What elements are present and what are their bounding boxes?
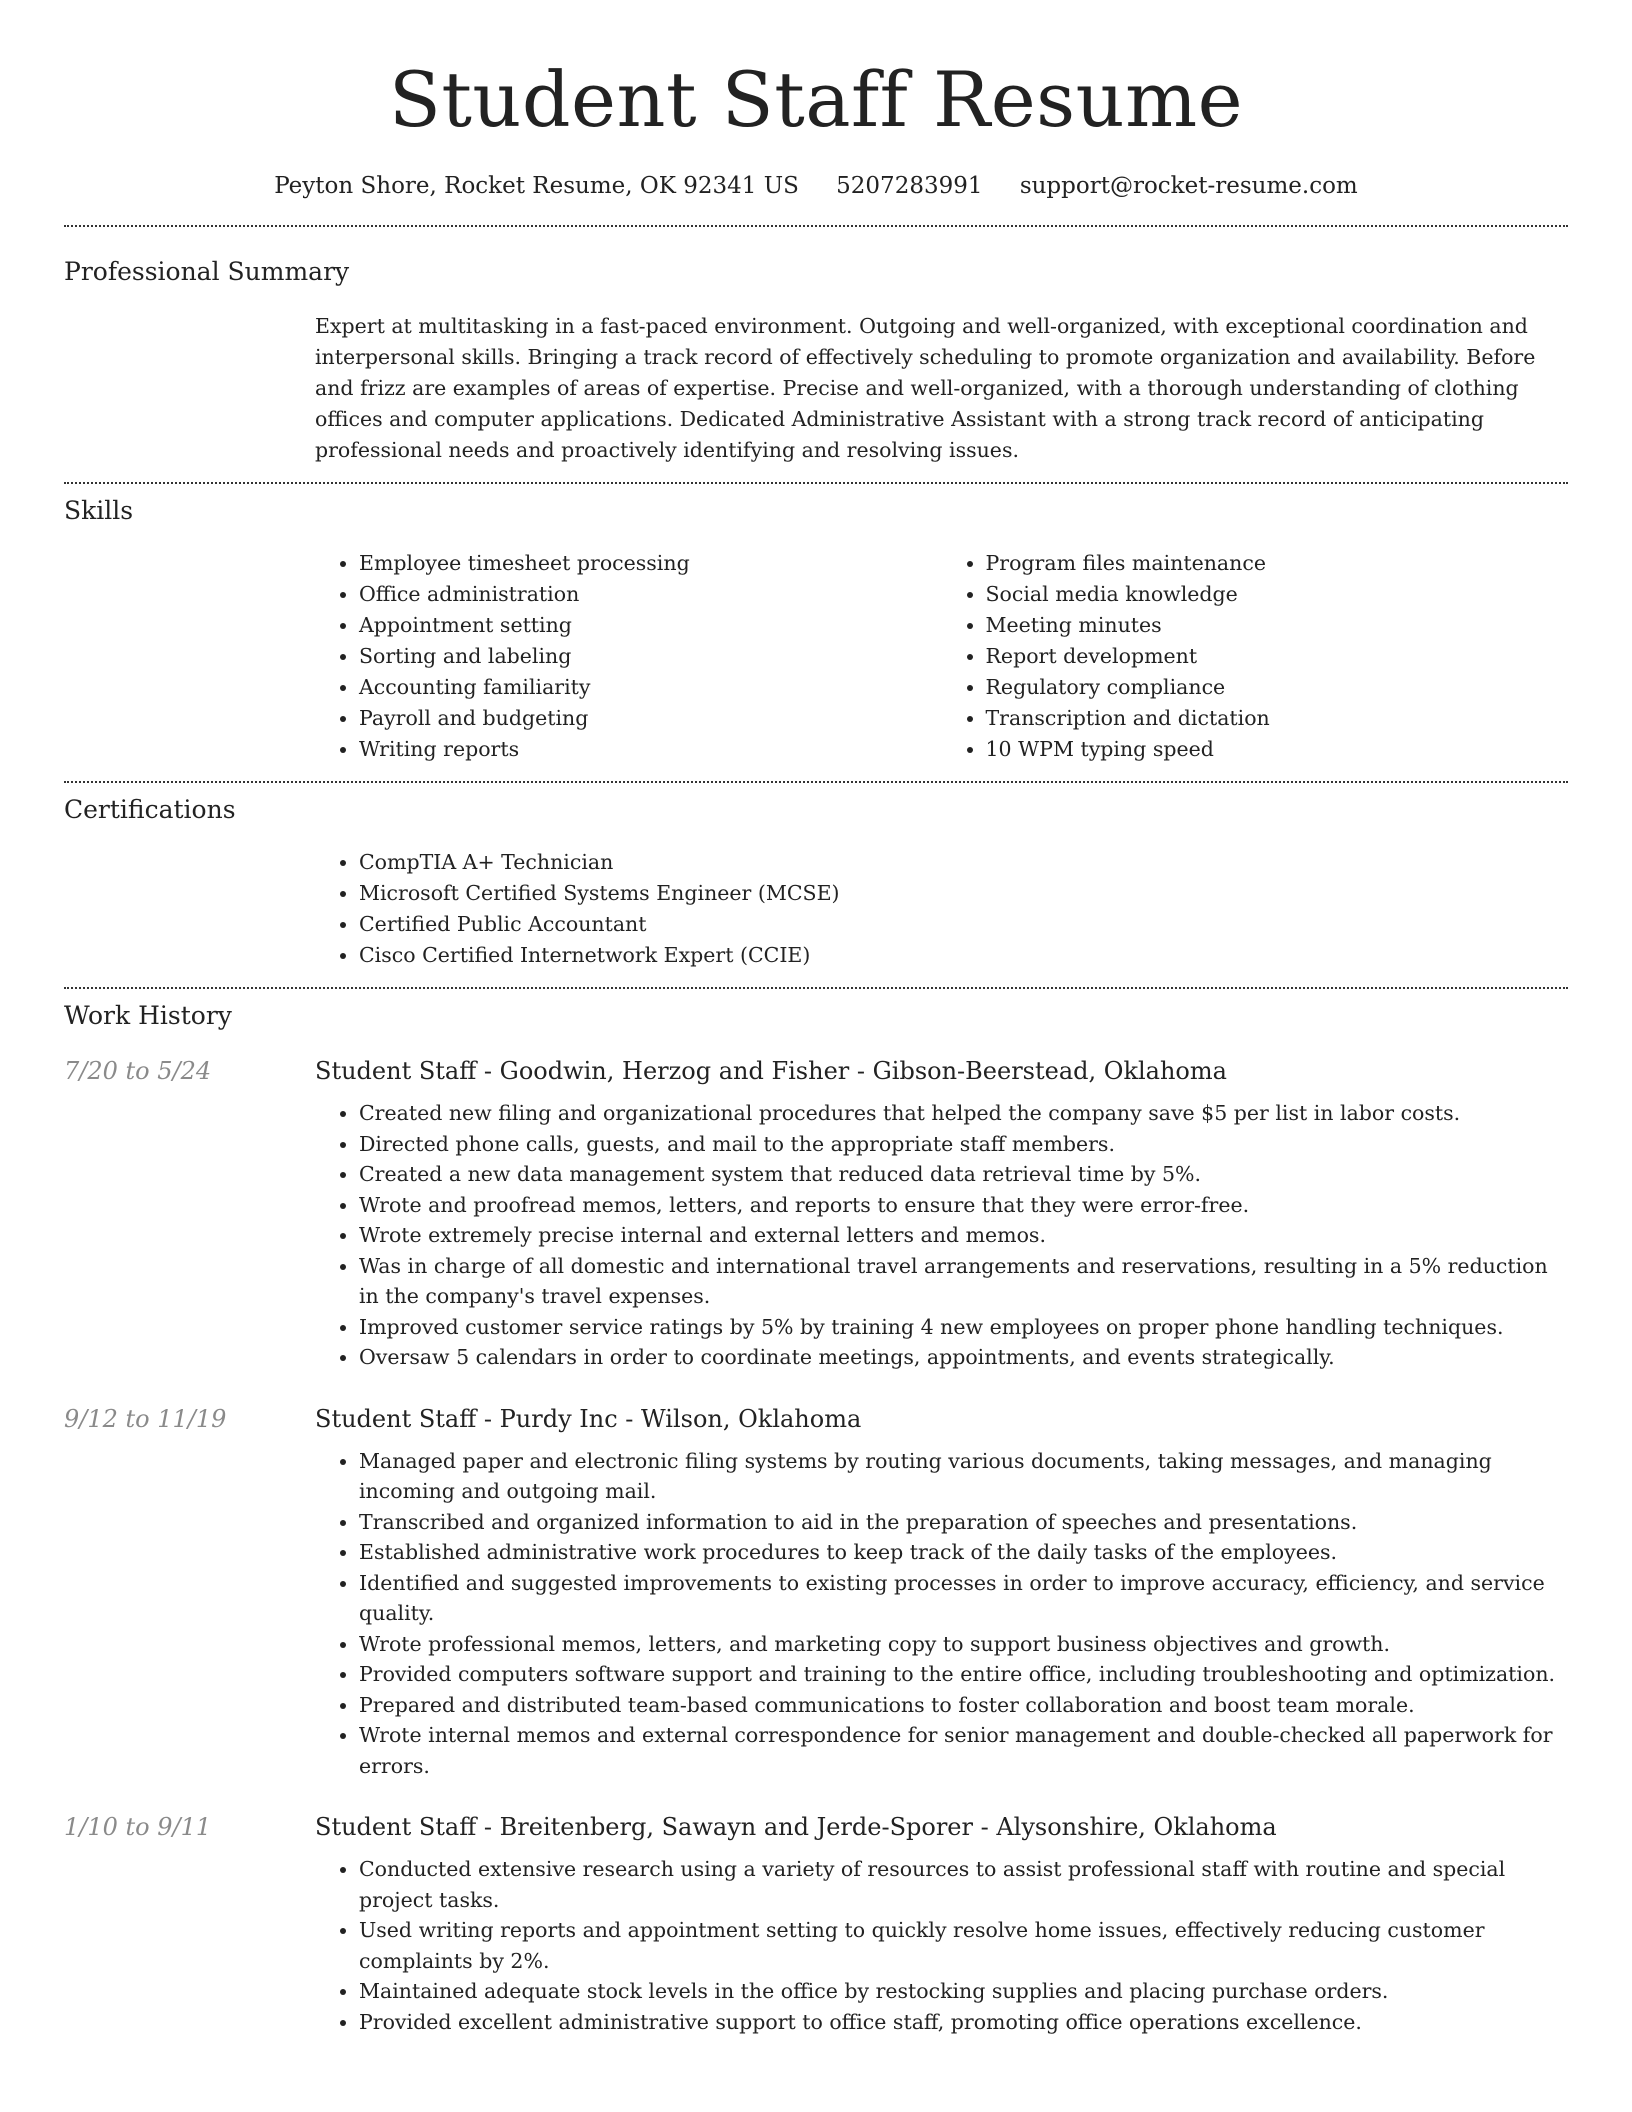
job-entry [64, 1813, 1568, 2037]
work-history-heading: Work History [64, 1001, 232, 1030]
contact-phone: 5207283991 [836, 173, 983, 199]
job-header [64, 1813, 1568, 1841]
skills-section [64, 484, 1568, 765]
job-duty-item: • Was in charge of all domestic and international travel arrangements and reservations, resulting in a 5% reduction in the company's travel expenses. [359, 1251, 1568, 1312]
job-duties [315, 1446, 1568, 1782]
job-duty-item: • Oversaw 5 calendars in order to coordinate meetings, appointments, and events strategically. [359, 1342, 1568, 1373]
skills-body [315, 548, 1568, 765]
job-title: Student Staff - Goodwin, Herzog and Fisher - Gibson-Beerstead, Oklahoma [315, 1057, 1227, 1085]
skill-item: • Employee timesheet processing [359, 548, 942, 579]
skill-item: • Office administration [359, 579, 942, 610]
skill-item: • Transcription and dictation [986, 703, 1569, 734]
job-duties [315, 1098, 1568, 1373]
job-date: 7/20 to 5/24 [64, 1057, 212, 1085]
certifications-heading: Certifications [64, 795, 236, 824]
job-header [64, 1057, 1568, 1085]
skill-item: • Social media knowledge [986, 579, 1569, 610]
certifications-body [315, 847, 1568, 971]
job-duties [315, 1854, 1568, 2037]
skill-item: • Accounting familiarity [359, 672, 942, 703]
job-duty-item: • Wrote extremely precise internal and external letters and memos. [359, 1220, 1568, 1251]
work-history-section [64, 989, 1568, 2037]
job-duties-list [315, 1098, 1568, 1373]
certification-item: • CompTIA A+ Technician [359, 847, 1568, 878]
skill-item: • Program files maintenance [986, 548, 1569, 579]
job-title: Student Staff - Breitenberg, Sawayn and Jerde-Sporer - Alysonshire, Oklahoma [315, 1813, 1277, 1841]
job-duty-item: • Provided excellent administrative support to office staff, promoting office operations excellence. [359, 2007, 1568, 2038]
skills-heading: Skills [64, 496, 134, 525]
summary-section [64, 227, 1568, 466]
skill-item: • Meeting minutes [986, 610, 1569, 641]
certifications-list [315, 847, 1568, 971]
job-duty-item: • Used writing reports and appointment setting to quickly resolve home issues, effectively reducing customer complaints by 2%. [359, 1915, 1568, 1976]
summary-heading: Professional Summary [64, 257, 350, 286]
job-title: Student Staff - Purdy Inc - Wilson, Oklahoma [315, 1404, 862, 1433]
summary-text: Expert at multitasking in a fast-paced environment. Outgoing and well-organized, with exceptional coordination and interpersonal skills. Bringing a track record of effectively scheduling to promote organization and availability. Before and frizz are examples of areas of expertise. Precise and well-organized, with a thorough understanding of clothing offices and computer applications. Dedicated Administrative Assistant with a strong track record of anticipating professional needs and proactively identifying and resolving issues. [315, 314, 1536, 462]
skill-item: • Payroll and budgeting [359, 703, 942, 734]
job-header [64, 1405, 1568, 1433]
summary-body [315, 311, 1568, 466]
job-duty-item: • Created new filing and organizational procedures that helped the company save $5 per list in labor costs. [359, 1098, 1568, 1129]
job-duty-item: • Provided computers software support and training to the entire office, including troubleshooting and optimization. [359, 1659, 1568, 1690]
job-duty-item: • Identified and suggested improvements to existing processes in order to improve accuracy, efficiency, and service quality. [359, 1568, 1568, 1629]
job-duty-item: • Directed phone calls, guests, and mail to the appropriate staff members. [359, 1129, 1568, 1160]
contact-email: support@rocket-resume.com [1019, 173, 1358, 199]
skill-item: • Regulatory compliance [986, 672, 1569, 703]
skill-item: • 10 WPM typing speed [986, 734, 1569, 765]
certification-item: • Microsoft Certified Systems Engineer (MCSE) [359, 878, 1568, 909]
skills-list-left [315, 548, 942, 765]
job-duty-item: • Created a new data management system that reduced data retrieval time by 5%. [359, 1159, 1568, 1190]
certification-item: • Certified Public Accountant [359, 909, 1568, 940]
contact-address: Peyton Shore, Rocket Resume, OK 92341 US [274, 173, 799, 199]
job-entry [64, 1405, 1568, 1782]
skill-item: • Sorting and labeling [359, 641, 942, 672]
skill-item: • Report development [986, 641, 1569, 672]
job-duty-item: • Managed paper and electronic filing systems by routing various documents, taking messages, and managing incoming and outgoing mail. [359, 1446, 1568, 1507]
job-duty-item: • Transcribed and organized information to aid in the preparation of speeches and presentations. [359, 1507, 1568, 1538]
skills-list-right [942, 548, 1569, 765]
job-date: 9/12 to 11/19 [64, 1404, 227, 1433]
job-duty-item: • Wrote and proofread memos, letters, and reports to ensure that they were error-free. [359, 1190, 1568, 1221]
job-duty-item: • Wrote professional memos, letters, and marketing copy to support business objectives and growth. [359, 1629, 1568, 1660]
job-duty-item: • Improved customer service ratings by 5% by training 4 new employees on proper phone handling techniques. [359, 1312, 1568, 1343]
job-duty-item: • Established administrative work procedures to keep track of the daily tasks of the employees. [359, 1537, 1568, 1568]
contact-line [64, 170, 1568, 202]
job-duty-item: • Prepared and distributed team-based communications to foster collaboration and boost team morale. [359, 1690, 1568, 1721]
skill-item: • Writing reports [359, 734, 942, 765]
certifications-section [64, 783, 1568, 971]
resume-title: Student Staff Resume [388, 55, 1244, 144]
job-duty-item: • Wrote internal memos and external correspondence for senior management and double-checked all paperwork for errors. [359, 1720, 1568, 1781]
certification-item: • Cisco Certified Internetwork Expert (CCIE) [359, 940, 1568, 971]
job-entry [64, 1057, 1568, 1373]
job-duty-item: • Maintained adequate stock levels in the office by restocking supplies and placing purchase orders. [359, 1976, 1568, 2007]
skill-item: • Appointment setting [359, 610, 942, 641]
job-duties-list [315, 1446, 1568, 1782]
job-duties-list [315, 1854, 1568, 2037]
job-date: 1/10 to 9/11 [64, 1813, 212, 1841]
job-duty-item: • Conducted extensive research using a variety of resources to assist professional staff with routine and special project tasks. [359, 1854, 1568, 1915]
